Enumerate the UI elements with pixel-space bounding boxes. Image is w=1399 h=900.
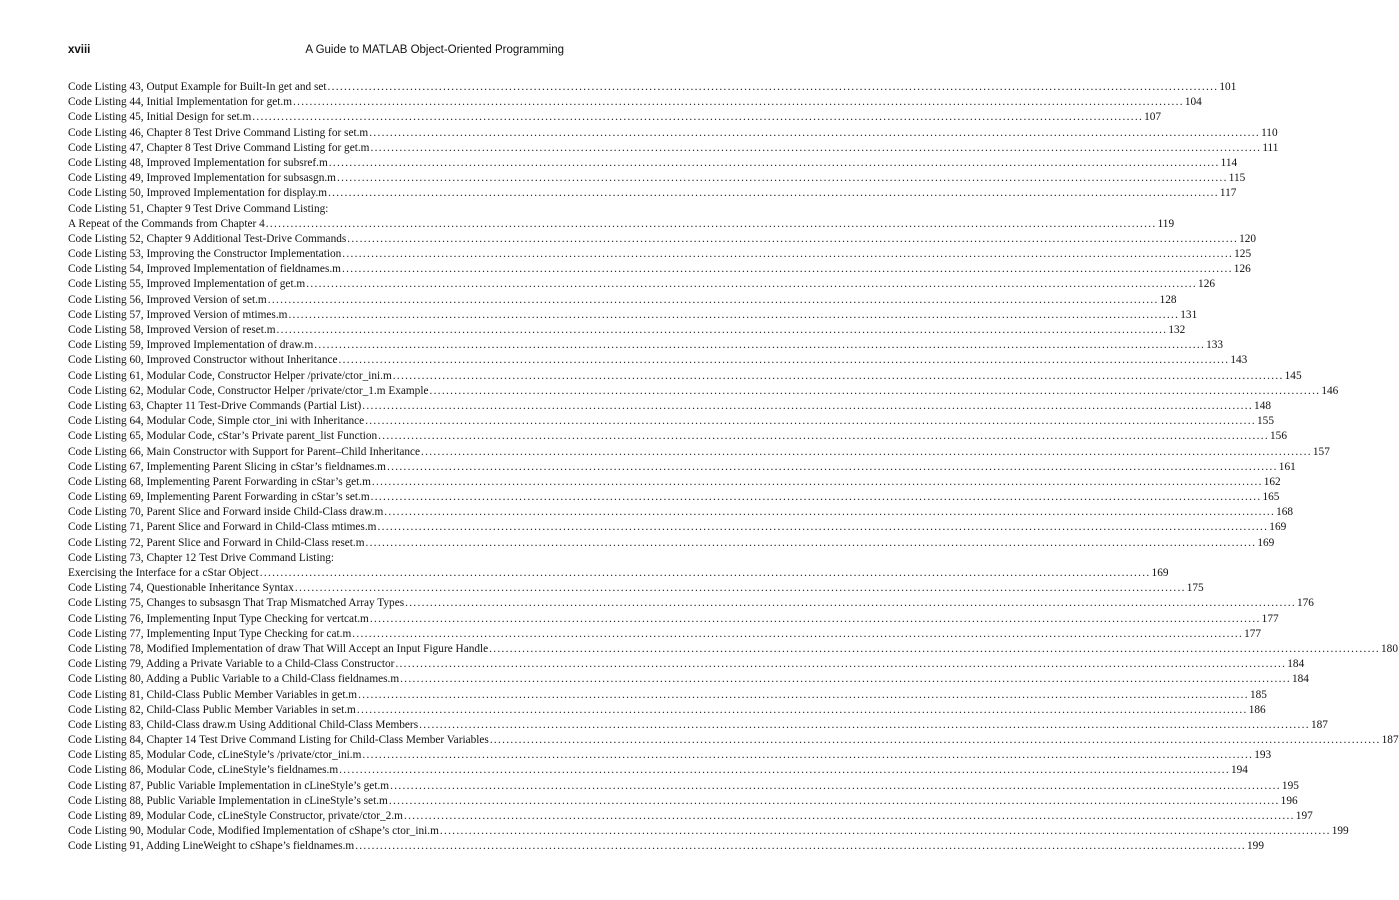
- toc-entry-title: Code Listing 53, Improving the Constructor Implementation: [68, 248, 342, 261]
- dot-leader: [328, 186, 1219, 201]
- toc-entry-page: 180: [1381, 642, 1398, 655]
- toc-entry: [68, 779, 1299, 794]
- toc-entry-title: Code Listing 72, Parent Slice and Forward in Child-Class reset.m: [68, 536, 365, 549]
- toc-entry-page: 169: [1257, 536, 1275, 549]
- toc-entry-title: Code Listing 86, Modular Code, cLineStyle’s fieldnames.m: [68, 764, 339, 777]
- toc-entry: [68, 688, 1267, 703]
- book-title: A Guide to MATLAB Object-Oriented Programming: [305, 44, 564, 56]
- toc-entry-title: Code Listing 52, Chapter 9 Additional Test-Drive Commands: [68, 232, 347, 245]
- toc-entry-page: 165: [1262, 491, 1280, 504]
- toc-entry-title: Code Listing 56, Improved Version of set.m: [68, 293, 267, 306]
- dot-leader: [293, 95, 1184, 110]
- toc-entry-page: 133: [1206, 339, 1224, 352]
- toc-entry: [68, 141, 1279, 156]
- dot-leader: [371, 490, 1262, 505]
- toc-entry: [68, 186, 1237, 201]
- dot-leader: [328, 80, 1219, 95]
- toc-entry-title: Code Listing 64, Modular Code, Simple ctor_ini with Inheritance: [68, 415, 365, 428]
- toc-entry-page: 145: [1284, 369, 1302, 382]
- toc-entry-page: 132: [1168, 324, 1186, 336]
- toc-entry: [68, 809, 1313, 824]
- dot-leader: [421, 445, 1312, 460]
- toc-entry-title: Code Listing 84, Chapter 14 Test Drive Command Listing for Child-Class Member Variables: [68, 734, 489, 747]
- toc-entry-page: 117: [1219, 187, 1237, 200]
- toc-entry: [68, 824, 1349, 839]
- toc-entry-page: 146: [1321, 384, 1339, 397]
- toc-entry-page: 177: [1244, 627, 1262, 640]
- toc-entry-page: 115: [1228, 172, 1246, 185]
- toc-entry: [68, 460, 1296, 475]
- toc-entry-page: 184: [1291, 673, 1309, 686]
- dot-leader: [347, 232, 1238, 247]
- toc-entry: [68, 612, 1279, 627]
- dot-leader: [490, 733, 1381, 748]
- dot-leader: [390, 779, 1281, 794]
- toc-entry-title: Code Listing 70, Parent Slice and Forward inside Child-Class draw.m: [68, 506, 384, 519]
- toc-entry-title: Code Listing 88, Public Variable Implementation in cLineStyle’s set.m: [68, 794, 388, 807]
- toc-entry: [68, 657, 1305, 672]
- toc-entry: [68, 505, 1294, 520]
- dot-leader: [357, 703, 1248, 718]
- toc-entry-page: 197: [1295, 810, 1313, 822]
- toc-entry: [68, 384, 1339, 399]
- toc-entry: [68, 95, 1202, 110]
- dot-leader: [266, 217, 1157, 232]
- dot-leader: [405, 596, 1296, 611]
- toc-entry-title: Code Listing 54, Improved Implementation of fieldnames.m: [68, 263, 341, 276]
- toc-entry-page: 187: [1381, 734, 1399, 747]
- toc-entry-title: Code Listing 60, Improved Constructor without Inheritance: [68, 354, 338, 367]
- toc-entry: [68, 536, 1275, 551]
- toc-entry: [68, 733, 1399, 748]
- dot-leader: [430, 384, 1321, 399]
- dot-leader: [295, 581, 1186, 596]
- dot-leader: [358, 688, 1249, 703]
- dot-leader: [260, 566, 1151, 581]
- toc-entry-page: 125: [1234, 248, 1252, 261]
- toc-entry: [68, 293, 1177, 308]
- toc-entry: [68, 627, 1262, 642]
- toc-entry-page: 184: [1287, 658, 1305, 671]
- toc-entry-title: Code Listing 89, Modular Code, cLineStyle Constructor, private/ctor_2.m: [68, 810, 403, 822]
- dot-leader: [342, 247, 1233, 262]
- toc-entry-title: Code Listing 57, Improved Version of mtimes.m: [68, 308, 288, 321]
- dot-leader: [365, 414, 1256, 429]
- toc-entry: [68, 399, 1271, 414]
- toc-entry-title: Code Listing 63, Chapter 11 Test-Drive Commands (Partial List): [68, 399, 362, 412]
- toc-entry-title: Code Listing 49, Improved Implementation for subsasgn.m: [68, 172, 336, 185]
- toc-entry-title: Code Listing 74, Questionable Inheritance Syntax: [68, 582, 294, 595]
- toc-entry-page: 199: [1247, 840, 1264, 853]
- toc-entry: [68, 247, 1252, 262]
- toc-entry-page: 104: [1184, 96, 1202, 109]
- toc-entry: [68, 262, 1251, 277]
- dot-leader: [400, 672, 1291, 687]
- toc-entry: [68, 748, 1272, 763]
- toc-entry-title: Code Listing 50, Improved Implementation for display.m: [68, 187, 328, 200]
- toc-entry-page: 168: [1276, 506, 1294, 519]
- toc-entry-title: Code Listing 46, Chapter 8 Test Drive Command Listing for set.m: [68, 126, 369, 139]
- toc-entry-page: 131: [1180, 308, 1198, 321]
- toc-entry-first-line: Code Listing 51, Chapter 9 Test Drive Command Listing:: [68, 202, 329, 215]
- dot-leader: [362, 399, 1253, 414]
- toc-entry-page: 193: [1254, 749, 1272, 762]
- dot-leader: [355, 839, 1246, 854]
- toc-entry: [68, 171, 1246, 186]
- toc-entry-title: Code Listing 47, Chapter 8 Test Drive Command Listing for get.m: [68, 141, 370, 154]
- toc-entry-page: 101: [1219, 81, 1237, 93]
- toc-entry: [68, 353, 1248, 368]
- toc-entry-title: Code Listing 58, Improved Version of reset.m: [68, 324, 276, 336]
- dot-leader: [370, 612, 1261, 627]
- toc-entry-title: Code Listing 45, Initial Design for set.m: [68, 111, 252, 124]
- toc-entry: [68, 566, 1169, 581]
- toc-entry: [68, 156, 1238, 171]
- toc-entry-title: Code Listing 69, Implementing Parent Forwarding in cStar’s set.m: [68, 491, 370, 504]
- toc-entry-title: Code Listing 83, Child-Class draw.m Using Additional Child-Class Members: [68, 718, 419, 731]
- dot-leader: [393, 369, 1284, 384]
- toc-entry-page: 157: [1312, 445, 1330, 458]
- toc-entry: [68, 80, 1237, 95]
- toc-entry-page: 107: [1144, 111, 1162, 124]
- dot-leader: [489, 642, 1380, 657]
- toc-entry: [68, 475, 1281, 490]
- toc-entry-title: Code Listing 48, Improved Implementation for subsref.m: [68, 156, 328, 169]
- toc-entry-page: 120: [1239, 232, 1257, 245]
- toc-entry: [68, 520, 1287, 535]
- toc-entry-title: Code Listing 91, Adding LineWeight to cShape’s fieldnames.m: [68, 840, 355, 853]
- dot-leader: [440, 824, 1331, 839]
- dot-leader: [329, 156, 1220, 171]
- toc-entry-page: 176: [1296, 597, 1314, 610]
- toc-entry-page: 148: [1254, 399, 1271, 412]
- toc-entry-title: Code Listing 85, Modular Code, cLineStyle’s /private/ctor_ini.m: [68, 749, 362, 762]
- list-of-code-listings: [68, 80, 1399, 855]
- dot-leader: [377, 520, 1268, 535]
- toc-entry: [68, 323, 1186, 338]
- toc-entry-page: 111: [1262, 141, 1279, 154]
- toc-entry-page: 186: [1248, 703, 1266, 716]
- toc-entry: [68, 369, 1302, 384]
- toc-entry: [68, 338, 1224, 353]
- toc-entry-page: 114: [1220, 156, 1238, 169]
- toc-entry-page: 185: [1249, 688, 1267, 701]
- toc-entry-title: Code Listing 44, Initial Implementation for get.m: [68, 96, 293, 109]
- toc-entry-title: Code Listing 62, Modular Code, Constructor Helper /private/ctor_1.m Example: [68, 384, 429, 397]
- toc-entry-first-line: Code Listing 73, Chapter 12 Test Drive Command Listing:: [68, 551, 335, 564]
- page-number: xviii: [68, 44, 91, 56]
- toc-entry-page: 156: [1270, 430, 1287, 443]
- dot-leader: [306, 277, 1197, 292]
- dot-leader: [268, 293, 1159, 308]
- toc-entry-page: 177: [1261, 612, 1279, 625]
- toc-entry-page: 155: [1257, 415, 1274, 428]
- toc-entry: [68, 642, 1398, 657]
- toc-entry: [68, 794, 1298, 809]
- dot-leader: [387, 460, 1278, 475]
- toc-entry-page: 128: [1159, 293, 1177, 306]
- toc-entry-page: 161: [1278, 460, 1296, 473]
- dot-leader: [378, 429, 1269, 444]
- toc-entry: [68, 429, 1287, 444]
- toc-entry-page: 143: [1230, 354, 1248, 367]
- toc-entry-title: Code Listing 79, Adding a Private Variable to a Child-Class Constructor: [68, 658, 395, 671]
- toc-entry-title: Code Listing 65, Modular Code, cStar’s Private parent_list Function: [68, 430, 378, 443]
- dot-leader: [372, 475, 1263, 490]
- toc-entry-page: 195: [1281, 779, 1299, 792]
- dot-leader: [342, 262, 1233, 277]
- toc-entry: [68, 414, 1274, 429]
- dot-leader: [314, 338, 1205, 353]
- toc-entry: [68, 217, 1175, 232]
- toc-entry: [68, 445, 1330, 460]
- toc-entry-page: 187: [1310, 718, 1328, 731]
- toc-entry-title: Code Listing 55, Improved Implementation of get.m: [68, 278, 306, 291]
- toc-entry-title: Exercising the Interface for a cStar Object: [68, 567, 259, 579]
- dot-leader: [339, 353, 1230, 368]
- dot-leader: [277, 323, 1168, 338]
- toc-entry-page: 110: [1261, 126, 1278, 139]
- toc-entry-title: Code Listing 90, Modular Code, Modified Implementation of cShape’s ctor_ini.m: [68, 825, 439, 838]
- toc-entry: [68, 763, 1248, 778]
- toc-entry: [68, 581, 1204, 596]
- toc-entry-title: Code Listing 80, Adding a Public Variable to a Child-Class fieldnames.m: [68, 673, 400, 686]
- toc-entry-page: 126: [1233, 263, 1251, 276]
- toc-entry: [68, 277, 1215, 292]
- toc-entry: [68, 672, 1309, 687]
- dot-leader: [288, 308, 1179, 323]
- dot-leader: [419, 718, 1310, 733]
- toc-entry: [68, 839, 1264, 854]
- toc-entry-title: Code Listing 66, Main Constructor with Support for Parent–Child Inheritance: [68, 445, 421, 458]
- toc-entry-page: 169: [1269, 521, 1287, 534]
- toc-entry-page: 169: [1151, 567, 1169, 579]
- dot-leader: [369, 126, 1260, 141]
- toc-entry: [68, 110, 1162, 125]
- toc-entry-page: 199: [1331, 825, 1349, 838]
- dot-leader: [339, 763, 1230, 778]
- toc-entry-title: Code Listing 75, Changes to subsasgn That Trap Mismatched Array Types: [68, 597, 405, 610]
- toc-entry-title: Code Listing 87, Public Variable Implementation in cLineStyle’s get.m: [68, 779, 390, 792]
- toc-entry-title: Code Listing 82, Child-Class Public Member Variables in set.m: [68, 703, 356, 716]
- toc-entry-page: 196: [1280, 794, 1298, 807]
- toc-entry: [68, 126, 1278, 141]
- dot-leader: [337, 171, 1228, 186]
- toc-entry-title: A Repeat of the Commands from Chapter 4: [68, 217, 265, 230]
- dot-leader: [362, 748, 1253, 763]
- toc-entry: [68, 703, 1266, 718]
- toc-entry-title: Code Listing 77, Implementing Input Type Checking for cat.m: [68, 627, 352, 640]
- dot-leader: [252, 110, 1143, 125]
- toc-entry-title: Code Listing 59, Improved Implementation of draw.m: [68, 339, 314, 352]
- toc-entry-title: Code Listing 78, Modified Implementation of draw That Will Accept an Input Figure Handle: [68, 642, 489, 655]
- toc-entry-page: 162: [1263, 475, 1281, 488]
- toc-entry-title: Code Listing 71, Parent Slice and Forward in Child-Class mtimes.m: [68, 521, 377, 534]
- dot-leader: [404, 809, 1295, 824]
- toc-entry-page: 119: [1157, 217, 1175, 230]
- toc-entry-title: Code Listing 76, Implementing Input Type Checking for vertcat.m: [68, 612, 369, 625]
- dot-leader: [370, 141, 1261, 156]
- dot-leader: [366, 536, 1257, 551]
- toc-entry-title: Code Listing 81, Child-Class Public Member Variables in get.m: [68, 688, 358, 701]
- toc-entry-title: Code Listing 43, Output Example for Built-In get and set: [68, 81, 327, 93]
- dot-leader: [395, 657, 1286, 672]
- toc-entry: [68, 490, 1280, 505]
- toc-entry-page: 194: [1231, 764, 1248, 777]
- toc-entry: [68, 232, 1257, 247]
- toc-entry-title: Code Listing 68, Implementing Parent Forwarding in cStar’s get.m: [68, 475, 371, 488]
- toc-entry-title: Code Listing 67, Implementing Parent Slicing in cStar’s fieldnames.m: [68, 460, 386, 473]
- toc-entry: [68, 596, 1314, 611]
- toc-entry: [68, 718, 1328, 733]
- toc-entry-page: 175: [1186, 582, 1204, 595]
- dot-leader: [384, 505, 1275, 520]
- toc-entry: [68, 308, 1198, 323]
- dot-leader: [352, 627, 1243, 642]
- toc-entry-page: 126: [1198, 278, 1215, 291]
- dot-leader: [389, 794, 1280, 809]
- running-header: [68, 44, 564, 62]
- toc-entry-title: Code Listing 61, Modular Code, Constructor Helper /private/ctor_ini.m: [68, 369, 392, 382]
